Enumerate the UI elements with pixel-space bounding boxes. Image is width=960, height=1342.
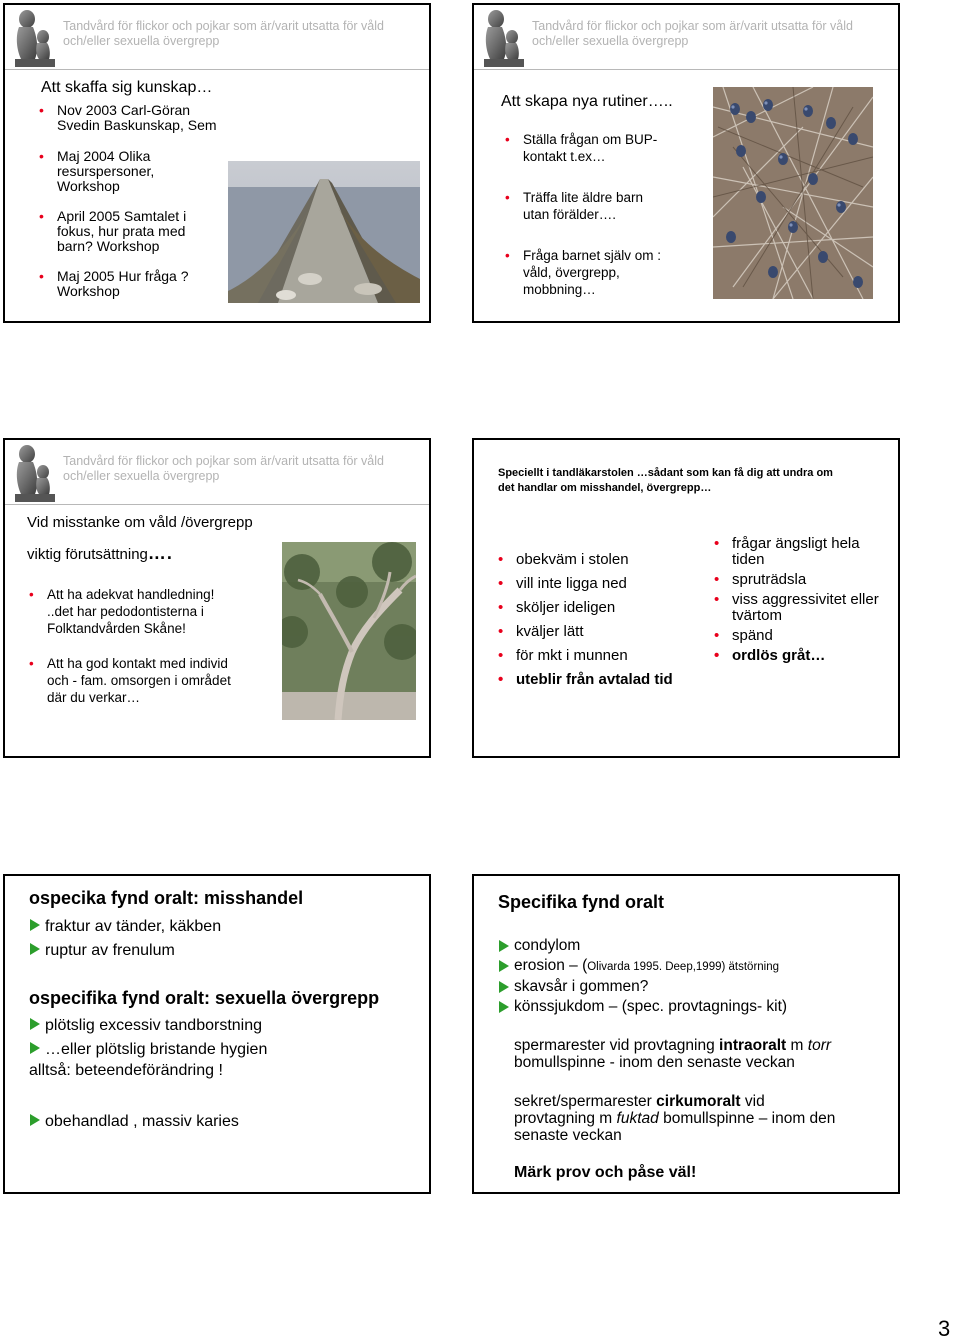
- list-item: • viss aggressivitet eller tvärtom: [710, 592, 900, 624]
- slide-header: [474, 5, 898, 70]
- list-item: • spruträdsla: [710, 572, 900, 588]
- pine-tree-photo: [282, 542, 416, 720]
- list-item: • April 2005 Samtalet i fokus, hur prata med barn? Workshop: [35, 209, 225, 254]
- slide-subtitle: viktig förutsättning….: [27, 543, 173, 563]
- list-item: • Att ha god kontakt med individ och - fam. omsorgen i området där du verkar…: [25, 655, 265, 706]
- berry-bush-photo: [713, 87, 873, 299]
- header-line-2: och/eller sexuella övergrepp: [532, 34, 689, 48]
- paragraph-intraoral: spermarester vid provtagning intraoralt m torr bomullspinne - inom den senaste veckan: [514, 1037, 832, 1071]
- bullet-list: [501, 131, 701, 298]
- summary-text: alltså: beteendeförändring !: [29, 1062, 223, 1079]
- header-text: [63, 19, 384, 49]
- paragraph-circumoral: sekret/spermarester cirkumoralt vid provtagning m fuktad bomullspinne – inom den senaste veckan: [514, 1093, 836, 1144]
- list-item: • Nov 2003 Carl-Göran Svedin Baskunskap, Sem: [35, 103, 225, 133]
- list-item: • kväljer lätt: [494, 620, 694, 644]
- header-text: [532, 19, 853, 49]
- pier-photo: [228, 161, 420, 303]
- slide-2: [472, 3, 900, 323]
- slide-title: Att skapa nya rutiner…..: [501, 93, 673, 110]
- slide-4: [472, 438, 900, 758]
- slide-6: [472, 874, 900, 1194]
- slide-title: Specifika fynd oralt: [498, 892, 665, 912]
- header-text: [63, 454, 384, 484]
- list-item: • Ställa frågan om BUP- kontakt t.ex…: [501, 131, 701, 165]
- slide-header: [5, 440, 429, 505]
- slide-1: [3, 3, 431, 323]
- list-item: • sköljer ideligen: [494, 596, 694, 620]
- header-line-1: Tandvård för flickor och pojkar som är/varit utsatta för våld: [63, 454, 384, 468]
- header-line-2: och/eller sexuella övergrepp: [63, 34, 220, 48]
- list-item: • Maj 2004 Olika resurspersoner, Workshop: [35, 149, 225, 194]
- header-line-1: Tandvård för flickor och pojkar som är/varit utsatta för våld: [63, 19, 384, 33]
- list-item: • vill inte ligga ned: [494, 572, 694, 596]
- header-line-1: Tandvård för flickor och pojkar som är/varit utsatta för våld: [532, 19, 853, 33]
- slide-title: Vid misstanke om våld /övergrepp: [27, 514, 253, 531]
- sculpture-logo-icon: [478, 7, 528, 69]
- list-item: • uteblir från avtalad tid: [494, 668, 694, 692]
- list-item: plötslig excessiv tandborstning: [29, 1014, 409, 1038]
- sculpture-logo-icon: [9, 7, 59, 69]
- bullet-list: [35, 103, 225, 299]
- list-item: • obekväm i stolen: [494, 548, 694, 572]
- sculpture-logo-icon: [9, 442, 59, 504]
- bullet-list-right: [710, 536, 900, 664]
- list-item: • spänd: [710, 628, 900, 644]
- arrow-list-3: [29, 1110, 409, 1134]
- slide-header: [5, 5, 429, 70]
- section-title-overgrepp: ospecifika fynd oralt: sexuella övergrepp: [29, 988, 380, 1008]
- slide-title: Att skaffa sig kunskap…: [41, 79, 213, 96]
- slide-heading: Speciellt i tandläkarstolen …sådant som kan få dig att undra om det handlar om misshandel, övergrepp…: [498, 467, 833, 494]
- arrow-list: [498, 936, 898, 1017]
- page-number: 3: [938, 1316, 951, 1341]
- closing-note: Märk prov och påse väl!: [514, 1164, 697, 1181]
- list-item: • för mkt i munnen: [494, 644, 694, 668]
- slide-3: [3, 438, 431, 758]
- list-item: • Maj 2005 Hur fråga ? Workshop: [35, 269, 225, 299]
- bullet-list-left: [494, 548, 694, 692]
- header-line-2: och/eller sexuella övergrepp: [63, 469, 220, 483]
- list-item: könssjukdom – (spec. provtagnings- kit): [498, 997, 898, 1017]
- section-title-misshandel: ospecika fynd oralt: misshandel: [29, 888, 304, 908]
- list-item: • Att ha adekvat handledning! ..det har pedodontisterna i Folktandvården Skåne!: [25, 586, 265, 637]
- list-item: condylom: [498, 936, 898, 956]
- list-item: fraktur av tänder, käkben: [29, 915, 409, 939]
- list-item: …eller plötslig bristande hygien: [29, 1038, 409, 1062]
- arrow-list-2: [29, 1014, 409, 1062]
- list-item: ruptur av frenulum: [29, 939, 409, 963]
- list-item: • ordlös gråt…: [710, 648, 900, 664]
- list-item: • Träffa lite äldre barn utan förälder….: [501, 189, 701, 223]
- list-item: • frågar ängsligt hela tiden: [710, 536, 900, 568]
- list-item: erosion – (Olivarda 1995. Deep,1999) ätstörning: [498, 956, 898, 977]
- list-item: obehandlad , massiv karies: [29, 1110, 409, 1134]
- bullet-list: [25, 586, 265, 706]
- list-item: skavsår i gommen?: [498, 977, 898, 997]
- list-item: • Fråga barnet själv om : våld, övergrepp, mobbning…: [501, 247, 701, 298]
- arrow-list-1: [29, 915, 409, 963]
- slide-5: [3, 874, 431, 1194]
